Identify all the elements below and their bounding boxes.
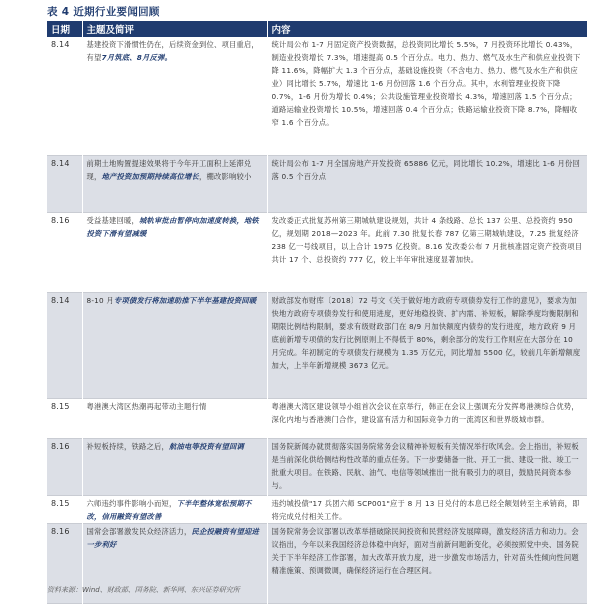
table-row	[47, 212, 587, 292]
table-row	[47, 438, 587, 495]
row-date: 8.14	[47, 155, 82, 212]
topic-text: 受益基建回暖，	[86, 215, 139, 225]
topic-highlight: 7月筑底、8月反弹。	[101, 53, 173, 62]
topic-highlight: 城轨审批由暂停向加速度转换，地铁投资下滑有望减缓	[86, 215, 259, 238]
row-date: 8.14	[47, 37, 82, 155]
row-date: 8.15	[47, 495, 82, 523]
row-date: 8.15	[47, 398, 82, 438]
table-header	[47, 21, 587, 37]
row-date: 8.16	[47, 523, 82, 603]
row-content: 财政部发布财库〔2018〕72 号文《关于做好地方政府专项债券发行工作的意见》，要求为加快地方政府专项债券发行和使用进度，更好地稳投资、扩内需、补短板，解除季度均衡限制和期限比例结构限制，要求有级财政部门在 8/9 月加快额度内债券的发行进度，地方政府 9 月底前新增专项债的发行比例原则上不得低于 80%，剩余部分的发行工作则应在大部分在 10 月完成。年初制定的专项债发行规模为 1.35 万亿元，同比增加 5500 亿，较前几年新增额度加大，上半年新增规模 3673 亿元。	[267, 292, 587, 398]
table-row	[47, 37, 587, 155]
topic-highlight: 地产投资加预期持续高位增长	[101, 171, 199, 181]
topic-text: 六师违约事件影响小而短，	[86, 498, 177, 508]
header-content: 内容	[267, 21, 587, 37]
row-content: 国务院新闻办就贯彻落实国务院常务会议精神补短板有关情况举行吹风会。会上指出，补短板是当前深化供给侧结构性改革的重点任务。下一步要储备一批、开工一批、建设一批、竣工一批重大项目。在铁路、民航、油气、电信等领域推出一批有吸引力的项目，鼓励民间资本参与。	[267, 438, 587, 495]
row-content: 违约城投债"17 兵团六师 SCP001"应于 8 月 13 日兑付的本息已经全额划转至主承销商，即将完成兑付相关工作。	[267, 495, 587, 523]
row-topic	[82, 37, 267, 155]
row-topic	[82, 438, 267, 495]
row-date: 8.16	[47, 438, 82, 495]
topic-highlight: 专项债发行将加速助推下半年基建投资回暖	[113, 295, 257, 305]
header-date: 日期	[47, 21, 82, 37]
topic-text: 国常会部署激发民众经济活力，	[86, 526, 192, 536]
topic-tail: ，棚改影响较小	[198, 171, 252, 181]
topic-highlight: 民企投融资有望迎进一步利好	[86, 526, 259, 549]
row-date: 8.14	[47, 292, 82, 398]
news-table	[47, 21, 588, 604]
row-date: 8.16	[47, 212, 82, 292]
table-row	[47, 495, 587, 523]
row-topic	[82, 292, 267, 398]
row-content: 发改委正式批复苏州第三期城轨建设规划，共计 4 条线路、总长 137 公里、总投资约 950 亿，规划期 2018—2023 年。此前 7.30 批复长春 787 亿第三期城轨建设，7.25 批复经济 238 亿一号线项目，以上合计 1975 亿投资。8.16 发改委公布 7 月批核准固定资产投资项目共计 17 个、总投资约 777 亿，较上半年审批速度显著加快。	[267, 212, 587, 292]
row-content: 统计局公布 1-7 月全国房地产开发投资 65886 亿元，同比增长 10.2%，增速比 1-6 月份回落 0.5 个百分点	[267, 155, 587, 212]
topic-highlight: 下半年整体宽松预期不改，信用融资有望改善	[86, 498, 252, 521]
header-topic: 主题及简评	[82, 21, 267, 37]
table-row	[47, 292, 587, 398]
topic-highlight: 航油电等投资有望回调	[168, 441, 244, 451]
row-topic	[82, 155, 267, 212]
source-note: 资料来源：Wind、财政部、国务院、新华网、东兴证券研究所	[47, 586, 240, 594]
table-row	[47, 155, 587, 212]
row-content: 粤港澳大湾区建设领导小组首次会议在京举行，韩正在会议上强调充分发挥粤港澳综合优势，深化内地与香港澳门合作，建设富有活力和国际竞争力的一流湾区和世界级城市群。	[267, 398, 587, 438]
table-caption: 表 4 近期行业要闻回顾	[47, 6, 160, 18]
topic-text: 补短板持续，铁路之后，	[86, 441, 169, 451]
topic-text: 基建投资下滑惯性仍在，后续资金到位、项目重启，有望	[86, 40, 259, 62]
row-topic	[82, 212, 267, 292]
row-content: 统计局公布 1-7 月固定资产投资数据，总投资同比增长 5.5%，7 月投资环比增长 0.43%，制造业投资增长 7.3%，增速提高 0.5 个百分点。电力、热力、燃气及水生产和供应业投资下降 11.6%，降幅扩大 1.3 个百分点，基础设施投资（不含电力、热力、燃气及水生产和供应业）同比增长 5.7%，增速比 1-6 月份回落 1.6 个百分点。其中，水利管理业投资下降 0.7%，1-6 月份为增长 0.4%；公共设施管理业投资增长 4.3%，增速回落 1.5 个百分点；道路运输业投资增长 10.5%，增速回落 0.4 个百分点；铁路运输业投资下降 8.7%，降幅收窄 1.6 个百分点。	[267, 37, 587, 155]
topic-text: 8-10 月	[86, 295, 114, 305]
table-row	[47, 398, 587, 438]
topic-text: 粤港澳大湾区热潮再起带动主题行情	[86, 401, 207, 411]
row-topic	[82, 495, 267, 523]
row-content: 国务院常务会议部署以改革举措破除民间投资和民营经济发展障碍，激发经济活力和动力。会议指出，今年以来我国经济总体稳中向好，面对当前新问题新变化，必须按照党中央、国务院关于下半年经济工作部署，加大改革开放力度，进一步激发市场活力，针对苗头性倾向性问题精准施策、预调微调，确保经济运行在合理区间。	[267, 523, 587, 603]
topic-text: 前期土地购置提速效果将于今年开工面积上延滞兑现，	[86, 158, 252, 181]
row-topic	[82, 398, 267, 438]
